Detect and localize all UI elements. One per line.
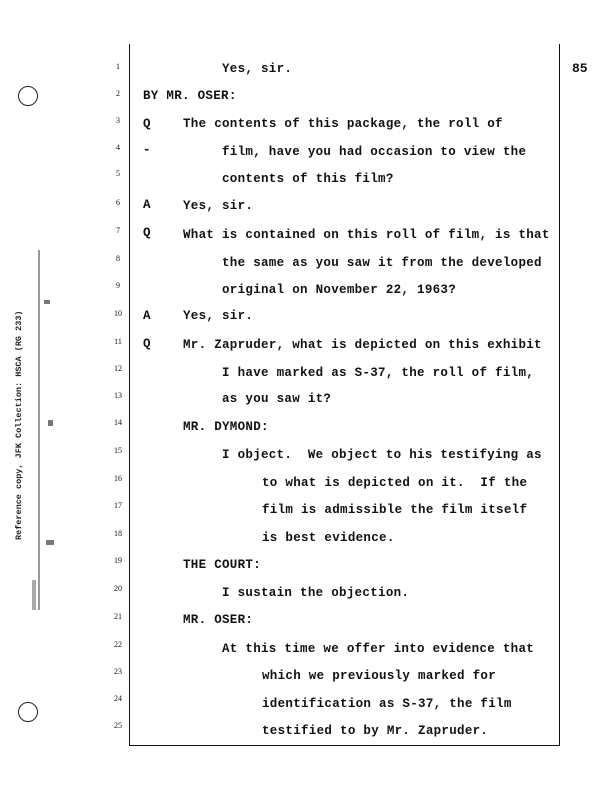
line-number: 20 [114,584,122,593]
transcript-line: I sustain the objection. [222,586,410,600]
transcript-line: BY MR. OSER: [143,89,237,103]
transcript-line: film is admissible the film itself [262,503,528,517]
line-number: 21 [114,612,122,621]
transcript-line: contents of this film? [222,172,394,186]
line-number: 5 [116,169,120,178]
transcript-line: film, have you had occasion to view the [222,145,527,159]
speaker-marker: A [143,309,151,323]
speaker-marker: Q [143,117,151,131]
line-number: 18 [114,529,122,538]
speaker-marker: A [143,198,151,212]
transcript-line: I have marked as S-37, the roll of film, [222,366,535,380]
transcript-line: I object. We object to his testifying as [222,448,542,462]
transcript-line: to what is depicted on it. If the [262,476,528,490]
line-number: 7 [116,226,120,235]
line-number: 12 [114,364,122,373]
binder-hole-top [18,86,38,106]
line-number: 4 [116,143,120,152]
line-number: 11 [114,337,122,346]
line-number: 1 [116,62,120,71]
transcript-line: Yes, sir. [183,309,254,323]
page-number: 85 [572,61,588,76]
line-number: 17 [114,501,122,510]
speaker-marker: Q [143,337,151,351]
line-number: 9 [116,281,120,290]
binder-hole-bottom [18,702,38,722]
transcript-line: What is contained on this roll of film, is that [183,228,550,242]
margin-line-left [129,44,130,746]
margin-line-bottom [129,745,560,746]
transcript-line: original on November 22, 1963? [222,283,457,297]
transcript-line: The contents of this package, the roll of [183,117,503,131]
transcript-line: Mr. Zapruder, what is depicted on this exhibit [183,338,542,352]
line-number: 24 [114,694,122,703]
transcript-line: Yes, sir. [183,199,254,213]
line-number: 6 [116,198,120,207]
transcript-line: which we previously marked for [262,669,497,683]
line-number: 25 [114,721,122,730]
line-number: 8 [116,254,120,263]
transcript-line: MR. OSER: [183,613,254,627]
line-number: 3 [116,116,120,125]
line-number: 23 [114,667,122,676]
transcript-line: as you saw it? [222,392,332,406]
transcript-line: MR. DYMOND: [183,420,269,434]
line-number: 19 [114,556,122,565]
line-number: 14 [114,418,122,427]
transcript-line: identification as S-37, the film [262,697,512,711]
line-number: 2 [116,89,120,98]
transcript-line: At this time we offer into evidence that [222,642,535,656]
transcript-line: the same as you saw it from the developed [222,256,542,270]
line-number: 22 [114,640,122,649]
transcript-line: testified to by Mr. Zapruder. [262,724,489,738]
line-number: 10 [114,309,122,318]
line-number: 15 [114,446,122,455]
archive-stamp-text: Reference copy, JFK Collection: HSCA (RG 233) [14,310,24,540]
transcript-line: is best evidence. [262,531,395,545]
line-number: 13 [114,391,122,400]
transcript-line: Yes, sir. [222,62,293,76]
transcript-line: THE COURT: [183,558,262,572]
line-number: 16 [114,474,122,483]
margin-line-right [559,44,560,746]
speaker-marker: - [143,143,151,157]
speaker-marker: Q [143,226,151,240]
